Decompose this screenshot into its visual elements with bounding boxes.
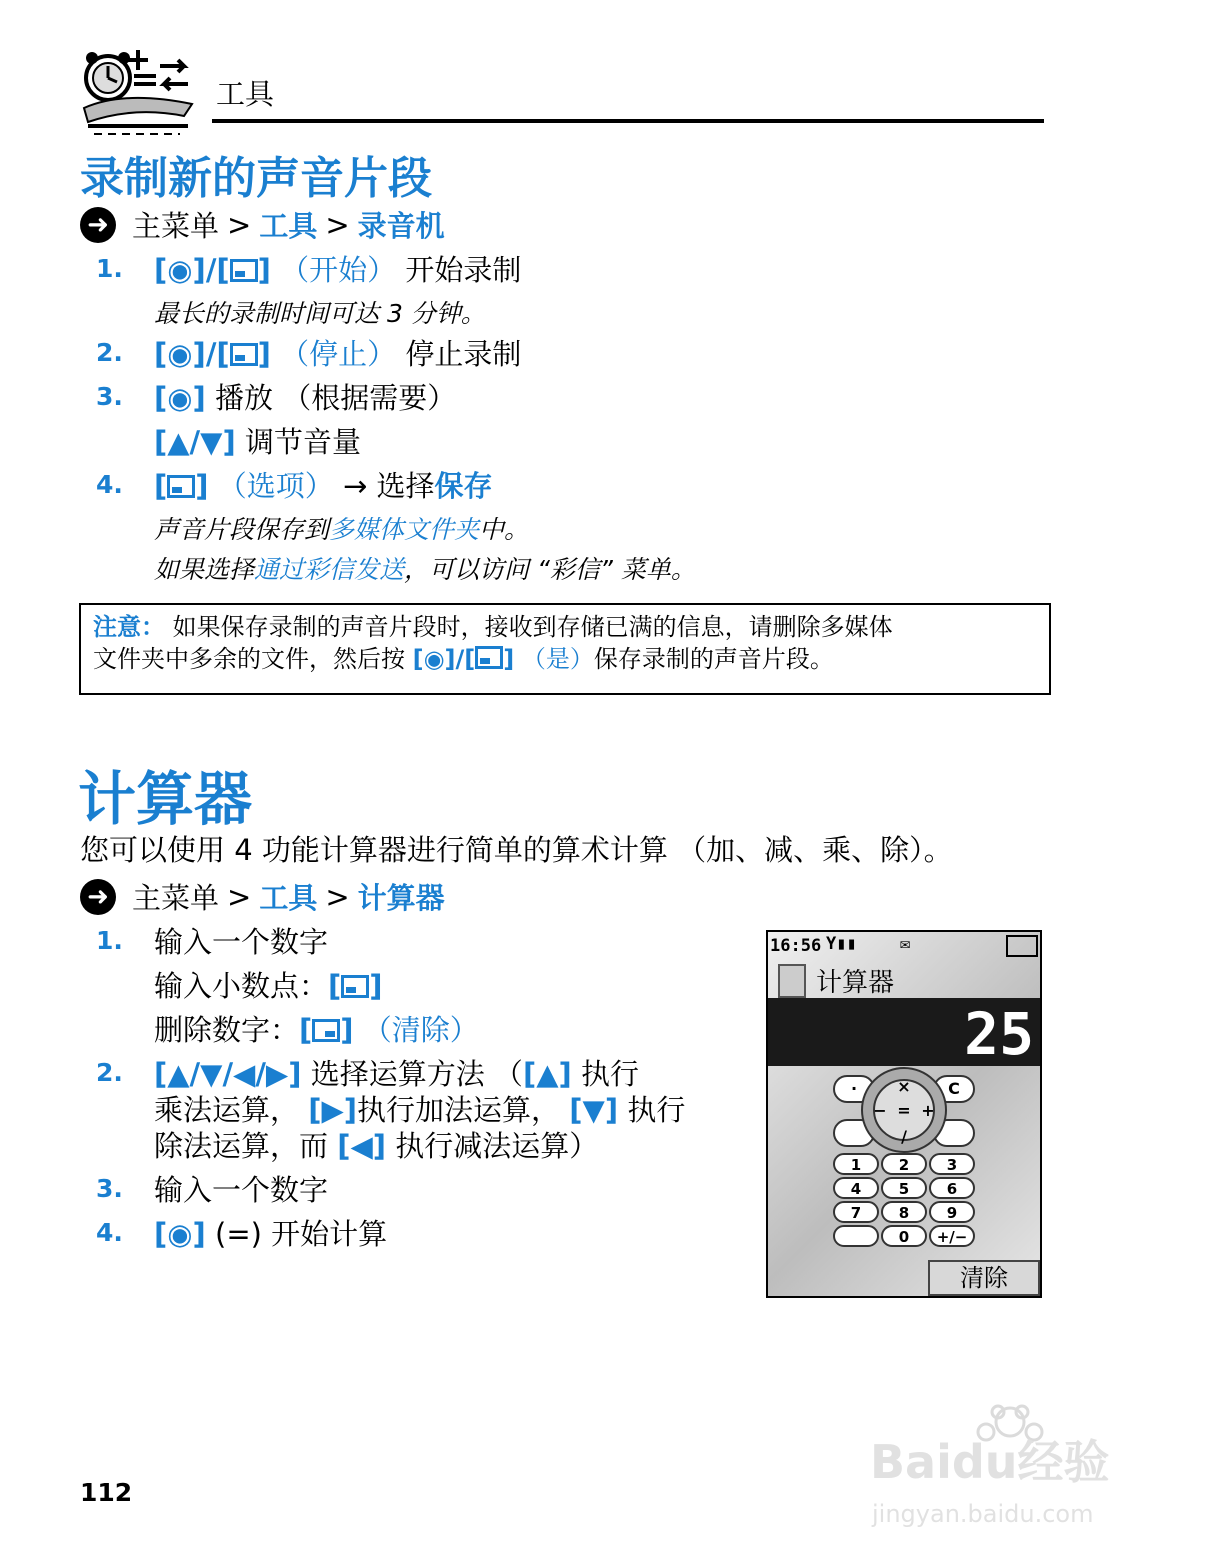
calculator-intro: 您可以使用 4 功能计算器进行简单的算术计算 （加、减、乘、除）。 xyxy=(80,833,953,867)
chapter-rule xyxy=(212,119,1044,123)
nav-sep: > xyxy=(325,879,350,914)
step-text: 输入小数点： xyxy=(154,969,329,1003)
softkey-label: （选项） xyxy=(217,469,334,503)
step-line xyxy=(154,1088,685,1129)
step-subline: 输入小数点：[ ] xyxy=(154,969,383,1003)
calc-key-9: 9 xyxy=(946,1204,958,1222)
step-line xyxy=(154,1052,639,1093)
step-text: 选择运算方法 （ xyxy=(310,1057,523,1091)
phone-title: 计算器 xyxy=(816,968,895,998)
key-clear: C xyxy=(948,1079,960,1098)
right-softkey-icon xyxy=(312,1019,340,1042)
up-down-key-icon: [▲/▼] xyxy=(154,425,236,459)
center-key-icon: [◉] xyxy=(154,253,206,287)
key-plus: + xyxy=(921,1101,935,1120)
softkey-label: （是） xyxy=(521,645,594,673)
svg-text:Baidu经验: Baidu经验 xyxy=(870,1435,1110,1489)
tools-clock-calculator-icon xyxy=(80,44,196,138)
step-text: 删除数字： xyxy=(154,1013,300,1047)
nav-recorder: 录音机 xyxy=(357,209,445,243)
key-divide: / xyxy=(901,1127,907,1146)
step-subline xyxy=(154,420,361,461)
step-number: 2. xyxy=(96,1058,123,1087)
up-key-icon: [▲] xyxy=(522,1057,572,1091)
calc-key-8: 8 xyxy=(898,1204,910,1222)
step-text: 输入一个数字 xyxy=(154,1173,329,1207)
calc-display xyxy=(768,998,1040,1066)
calc-key-3: 3 xyxy=(946,1156,958,1174)
step-line xyxy=(154,1124,598,1165)
key-minus: − xyxy=(873,1101,887,1120)
step-text: 除法运算，而 xyxy=(154,1129,329,1163)
step-text: 停止录制 xyxy=(405,337,522,371)
calc-key-4: 4 xyxy=(850,1180,862,1198)
nav-path-recorder xyxy=(80,204,445,245)
nav-tools: 工具 xyxy=(259,881,318,915)
step-line: [◉]/[ ] （停止） 停止录制 xyxy=(154,337,522,371)
step-line xyxy=(154,376,456,417)
calc-key-1: 1 xyxy=(850,1156,862,1174)
section-title-recorder: 录制新的声音片段 xyxy=(80,153,432,204)
step-text: 乘法运算， xyxy=(154,1093,300,1127)
calc-key-bg xyxy=(834,1226,878,1246)
note-label: 注意： xyxy=(93,613,165,641)
center-key-icon: [◉] xyxy=(154,1217,206,1251)
step-number: 1. xyxy=(96,926,123,955)
nav-arrow-icon: ➜ xyxy=(80,207,116,243)
note-text: 文件夹中多余的文件，然后按 xyxy=(93,645,405,673)
calc-key-0: 0 xyxy=(898,1228,910,1246)
key-multiply: × xyxy=(897,1077,911,1096)
section-title-calculator: 计算器 xyxy=(78,765,253,833)
step-text: 调节音量 xyxy=(244,425,361,459)
note-text: 声音片段保存到 xyxy=(154,515,330,544)
right-key-icon: [▶] xyxy=(308,1093,358,1127)
nav-main: 主菜单 xyxy=(132,881,220,915)
step-line: [ ] （选项） → 选择保存 xyxy=(154,469,493,503)
nav-arrow-icon: ➜ xyxy=(80,879,116,915)
left-softkey-icon xyxy=(341,975,369,998)
step-text: → 选择 xyxy=(342,469,435,503)
step-text: 执行 xyxy=(580,1057,639,1091)
nav-sep: > xyxy=(325,207,350,242)
step-note xyxy=(154,550,696,586)
calculator-app-icon xyxy=(778,964,806,998)
calc-key-2: 2 xyxy=(898,1156,910,1174)
nav-calculator: 计算器 xyxy=(357,881,445,915)
left-softkey-icon xyxy=(475,646,503,669)
down-key-icon: [▼] xyxy=(569,1093,619,1127)
step-number: 4. xyxy=(96,1218,123,1247)
step-number: 4. xyxy=(96,470,123,499)
step-text: 输入一个数字 xyxy=(154,925,329,959)
note-text: 如果保存录制的声音片段时，接收到存储已满的信息，请删除多媒体 xyxy=(172,613,893,641)
step-note xyxy=(154,510,529,546)
note-text: 保存录制的声音片段。 xyxy=(593,645,834,673)
note-text: ，可以访问 “彩信” 菜单。 xyxy=(404,555,696,584)
center-key-icon: [◉] xyxy=(412,645,456,673)
calc-keypad xyxy=(768,1066,1040,1258)
status-bar xyxy=(768,932,1040,960)
step-line: [◉]/[ ] （开始） 开始录制 xyxy=(154,253,522,287)
center-key-icon: [◉] xyxy=(154,337,206,371)
softkey-label: （停止） xyxy=(280,337,397,371)
nav-main: 主菜单 xyxy=(132,209,220,243)
page-number: 112 xyxy=(80,1478,133,1507)
nav-path-calculator xyxy=(80,876,445,917)
step-text: 开始录制 xyxy=(405,253,522,287)
note-line-1 xyxy=(93,611,1041,643)
nav-sep: > xyxy=(227,879,252,914)
phone-calculator-screen xyxy=(766,930,1042,1298)
center-key-icon: [◉] xyxy=(154,381,206,415)
nav-tools: 工具 xyxy=(259,209,318,243)
chapter-title: 工具 xyxy=(216,77,275,111)
option-save: 保存 xyxy=(434,469,493,503)
left-softkey-icon xyxy=(230,343,258,366)
step-number: 1. xyxy=(96,254,123,283)
step-number: 3. xyxy=(96,382,123,411)
step-number: 3. xyxy=(96,1174,123,1203)
signal-icon: Y▮▮ xyxy=(826,934,857,954)
note-line-2: 文件夹中多余的文件，然后按 [◉]/[ ] （是）保存录制的声音片段。 xyxy=(93,645,834,673)
nav-keys-icon: [▲/▼/◀/▶] xyxy=(154,1057,302,1091)
note-text: 中。 xyxy=(479,515,530,544)
message-icon: ✉ xyxy=(900,934,911,954)
step-text: 执行减法运算） xyxy=(395,1129,599,1163)
step-text: 执行 xyxy=(627,1093,686,1127)
note-link: 多媒体文件夹 xyxy=(329,515,480,544)
step-text: 播放 （根据需要） xyxy=(215,381,457,415)
step-note: 最长的录制时间可达 3 分钟。 xyxy=(154,299,486,328)
note-link: 通过彩信发送 xyxy=(254,555,405,584)
battery-icon xyxy=(1006,935,1038,957)
step-text: (=) 开始计算 xyxy=(215,1217,388,1251)
calc-key-5: 5 xyxy=(898,1180,910,1198)
step-line xyxy=(154,1212,387,1253)
calc-key-6: 6 xyxy=(946,1180,958,1198)
softkey-label: （开始） xyxy=(280,253,397,287)
note-box xyxy=(79,603,1051,695)
left-softkey-icon xyxy=(230,259,258,282)
clock: 16:56 xyxy=(770,936,822,956)
key-dot: · xyxy=(850,1079,858,1098)
calc-key-+/−: +/− xyxy=(936,1228,968,1246)
calc-value: 25 xyxy=(964,1000,1034,1068)
softkey-label: （清除） xyxy=(362,1013,479,1047)
baidu-watermark-logo xyxy=(860,1400,1160,1540)
svg-text:jingyan.baidu.com: jingyan.baidu.com xyxy=(872,1500,1094,1528)
step-text: 执行加法运算， xyxy=(357,1093,561,1127)
calc-key-7: 7 xyxy=(850,1204,862,1222)
key-equals: = xyxy=(897,1101,911,1120)
left-softkey-icon xyxy=(167,475,195,498)
left-key-icon: [◀] xyxy=(337,1129,387,1163)
note-text: 如果选择 xyxy=(154,555,255,584)
step-number: 2. xyxy=(96,338,123,367)
step-subline: 删除数字：[ ] （清除） xyxy=(154,1013,479,1047)
nav-sep: > xyxy=(227,207,252,242)
clear-softkey[interactable]: 清除 xyxy=(928,1260,1040,1296)
